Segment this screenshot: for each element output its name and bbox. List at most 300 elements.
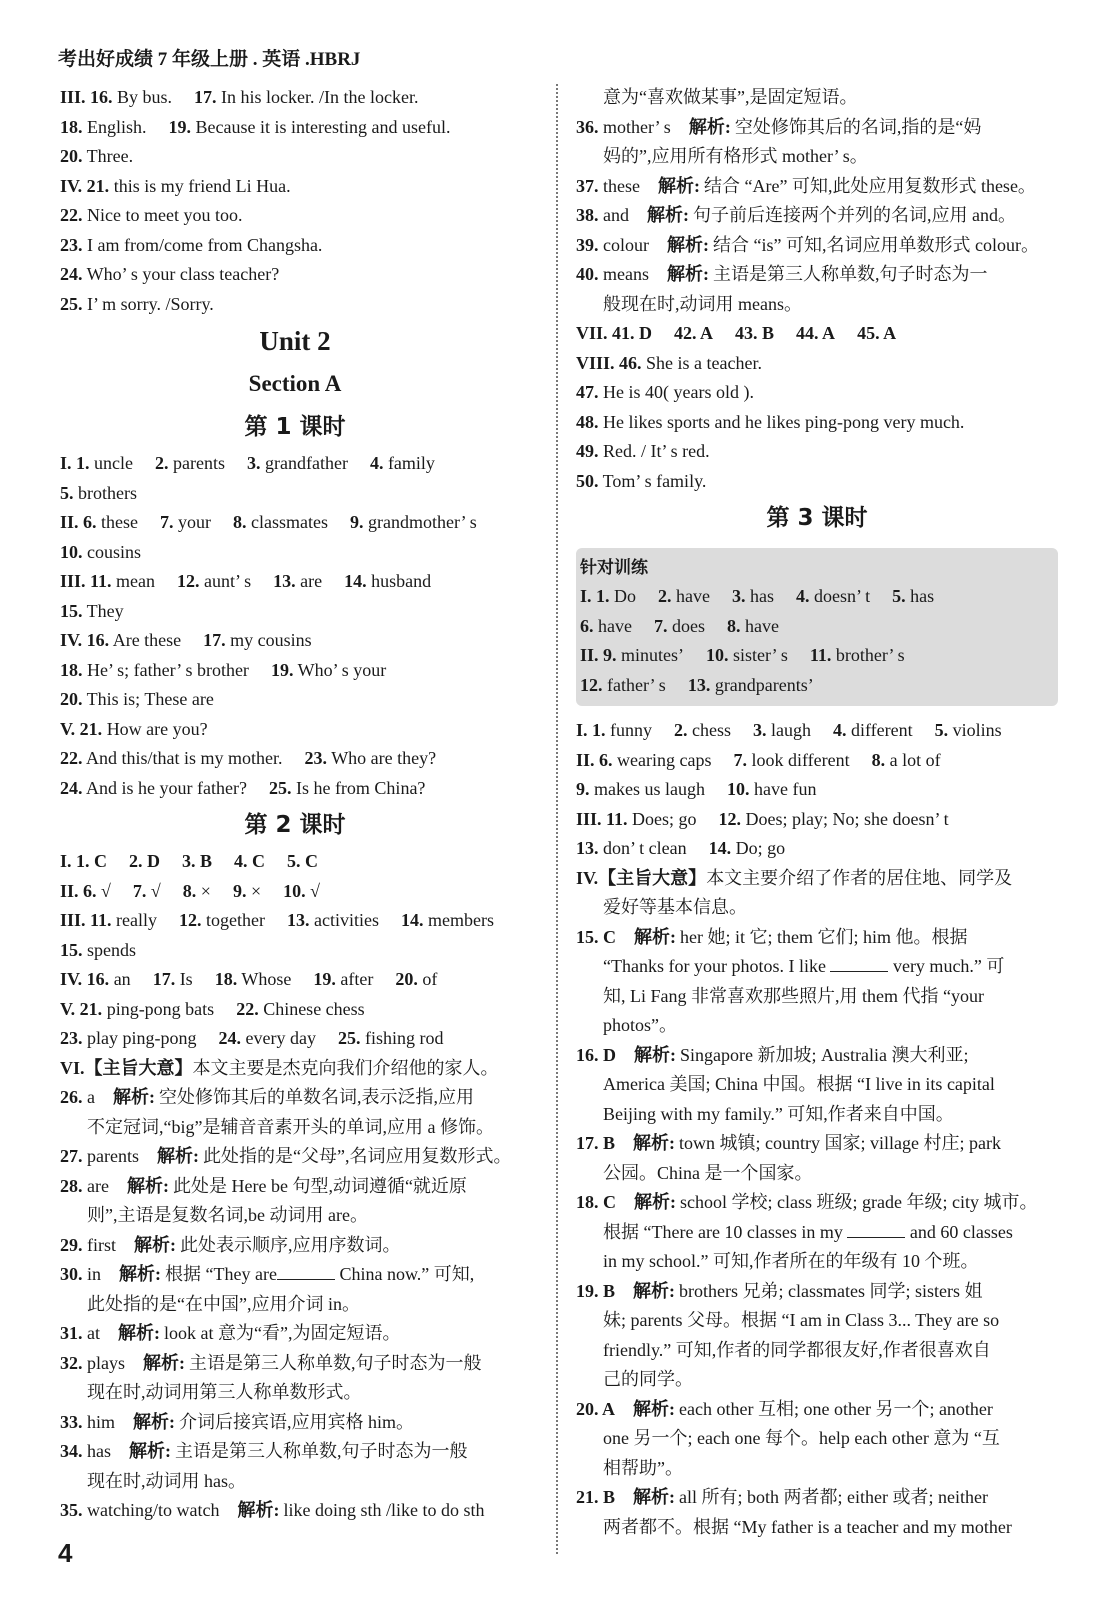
- item-answer: have: [671, 586, 710, 606]
- item-answer: grandparents’: [710, 674, 814, 695]
- item-number: 47.: [576, 382, 599, 402]
- item-number: 39.: [576, 234, 599, 255]
- item-number: 13.: [687, 674, 711, 695]
- answer-line: [60, 877, 530, 907]
- lesson3-title: 第 3 课时: [766, 505, 868, 531]
- analysis-continuation: 妈的”,应用所有格形式 mother’ s。: [603, 146, 868, 166]
- analysis-text: 根据 “There are 10 classes in my: [603, 1221, 848, 1242]
- analysis-text: 介词后接宾语,应用宾格 him。: [179, 1411, 415, 1432]
- analysis-label: 解析:: [119, 1264, 162, 1284]
- answer-line: [60, 744, 530, 774]
- item-number: II. 6.: [576, 749, 613, 770]
- answer-line: [580, 641, 1050, 671]
- column-divider: [556, 84, 558, 1554]
- item-answer: Do: [609, 586, 637, 606]
- answer-line: [60, 715, 530, 745]
- item-answer: English.: [82, 116, 147, 137]
- item-answer: a: [82, 1087, 95, 1107]
- answer-blank: [847, 1221, 905, 1238]
- lesson3-answers: [576, 716, 1058, 864]
- item-answer: ×: [246, 880, 262, 901]
- item-number: 18.: [576, 1192, 599, 1212]
- answer-line: [576, 437, 1058, 467]
- answer-line: [60, 656, 530, 686]
- item-number: 22.: [60, 205, 83, 225]
- item-number: 35.: [60, 1500, 83, 1520]
- item-answer: members: [423, 910, 494, 930]
- item-number: 17.: [194, 87, 217, 107]
- answer-line: [576, 408, 1058, 438]
- analysis-text: 结合 “is” 可知,名词应用单数形式 colour。: [712, 234, 1039, 255]
- analysis-text: one 另一个; each one 每个。help each other 意为 “互: [603, 1428, 1000, 1448]
- analysis-text: brothers 兄弟; classmates 同学; sisters 姐: [679, 1280, 983, 1301]
- analysis-text: “Thanks for your photos. I like: [603, 956, 831, 976]
- lesson1-title: 第 1 课时: [244, 414, 346, 440]
- analysis-text: in my school.” 可知,作者所在的年级有 10 个班。: [603, 1251, 979, 1271]
- item-answer: and: [598, 205, 629, 225]
- answer-line: [60, 172, 530, 202]
- item-number: 10.: [706, 645, 729, 665]
- vi-text: 本文主要是杰克向我们介绍他的家人。: [192, 1057, 499, 1078]
- right-column: [576, 83, 1058, 1542]
- item-number: 9.: [576, 779, 590, 799]
- item-answer: makes us laugh: [589, 779, 705, 799]
- answer-line: [60, 449, 530, 479]
- item-number: 7.: [653, 615, 668, 636]
- analysis-continuation: [576, 1424, 1058, 1454]
- item-answer: B: [598, 1280, 616, 1301]
- analysis-text: look at 意为“看”,为固定短语。: [164, 1323, 401, 1343]
- analysis-item: [576, 201, 1058, 231]
- item-answer: √: [96, 880, 111, 901]
- answer-line: [576, 467, 1058, 497]
- item-number: 2.: [674, 720, 688, 740]
- item-number: 15.: [60, 600, 83, 621]
- analysis-item: [576, 1188, 1058, 1218]
- answer-line: [60, 231, 530, 261]
- item-answer: mother’ s: [598, 116, 671, 137]
- item-answer: C: [598, 1192, 616, 1212]
- analysis-continuation: 现在时,动词用第三人称单数形式。: [87, 1382, 362, 1402]
- item-number: III. 11.: [60, 571, 112, 591]
- analysis-text: 两者都不。根据 “My father is a teacher and my mother: [603, 1516, 1012, 1537]
- item-answer: funny: [605, 720, 653, 740]
- item-number: I. 1. C: [60, 851, 108, 871]
- answer-line: [60, 479, 530, 509]
- analysis-item: [60, 1142, 530, 1172]
- item-number: 2.: [658, 586, 672, 606]
- item-answer: laugh: [766, 720, 812, 740]
- item-number: V. 21.: [60, 718, 103, 739]
- item-number: 20.: [395, 969, 418, 989]
- lesson2-answers: [60, 847, 530, 1054]
- analysis-text: 此处是 Here be 句型,动词遵循“就近原: [172, 1175, 467, 1196]
- answer-blank: [830, 955, 888, 972]
- analysis-text: 主语是第三人称单数,句子时态为一般: [189, 1352, 482, 1373]
- answer-line: [60, 626, 530, 656]
- analysis-text: 空处修饰其后的名词,指的是“妈: [734, 116, 982, 137]
- analysis-text: all 所有; both 两者都; either 或者; neither: [679, 1487, 988, 1507]
- analysis-text: each other 互相; one other 另一个; another: [679, 1398, 993, 1419]
- item-number: 8.: [233, 512, 247, 532]
- analysis-text: 知, Li Fang 非常喜欢那些照片,用 them 代指 “your: [603, 985, 984, 1006]
- item-number: 7.: [132, 880, 147, 901]
- item-answer: look different: [746, 749, 850, 770]
- item-number: 23.: [60, 1028, 83, 1048]
- analysis-item: [576, 1277, 1058, 1307]
- analysis-item: [576, 1041, 1058, 1071]
- item-answer: have: [593, 615, 632, 636]
- answer-line: [60, 113, 530, 143]
- item-number: 10.: [283, 880, 306, 901]
- item-answer: ×: [196, 880, 211, 901]
- analysis-text: her 她; it 它; them 它们; him 他。根据: [680, 926, 968, 947]
- analysis-item: [576, 1395, 1058, 1425]
- item-answer: has: [745, 586, 774, 606]
- iv-intro-cont: 爱好等基本信息。: [603, 897, 747, 917]
- item-number: 26.: [60, 1087, 83, 1107]
- answer-line: [60, 508, 530, 538]
- item-answer: √: [305, 880, 320, 901]
- analysis-continuation: [576, 952, 1058, 982]
- item-number: 38.: [576, 205, 599, 225]
- answer-line: [60, 774, 530, 804]
- item-number: 12.: [580, 674, 603, 695]
- item-answer: He’ s; father’ s brother: [82, 659, 249, 680]
- item-number: IV. 16.: [60, 969, 110, 989]
- item-number: IV. 16.: [60, 630, 110, 650]
- item-number: 12.: [718, 808, 742, 829]
- item-answer: mean: [111, 571, 156, 591]
- analysis-label: 解析:: [633, 1280, 676, 1301]
- item-number: 33.: [60, 1411, 83, 1432]
- item-number: 6.: [580, 615, 594, 636]
- analysis-continuation: [576, 1336, 1058, 1366]
- item-number: 34.: [60, 1441, 83, 1461]
- answer-line: [576, 834, 1058, 864]
- analysis-label: 解析:: [633, 1398, 676, 1419]
- analysis-text: 公园。China 是一个国家。: [603, 1162, 813, 1183]
- item-answer: By bus.: [112, 87, 173, 107]
- analysis-label: 解析:: [633, 1487, 676, 1507]
- item-number: 14.: [400, 910, 424, 930]
- item-answer: every day: [241, 1028, 316, 1048]
- analysis-item: [60, 1496, 530, 1526]
- item-number: 19.: [168, 116, 192, 137]
- analysis-text: 句子前后连接两个并列的名词,应用 and。: [693, 205, 1016, 225]
- item-answer: of: [417, 969, 438, 989]
- item-number: 29.: [60, 1234, 83, 1255]
- practice-box-answers: [580, 582, 1050, 700]
- item-answer: B: [598, 1133, 616, 1153]
- analysis-label: 解析:: [113, 1087, 155, 1107]
- item-answer: Nice to meet you too.: [82, 205, 243, 225]
- answer-line: [60, 290, 530, 320]
- analysis-text: Singapore 新加坡; Australia 澳大利亚;: [680, 1044, 969, 1065]
- reading-analysis-list: [576, 923, 1058, 1543]
- item-number: 9.: [232, 880, 247, 901]
- practice-box-title: 针对训练: [580, 558, 648, 578]
- item-number: 37.: [576, 175, 599, 196]
- item-answer: has: [905, 586, 935, 606]
- answer-line: [576, 805, 1058, 835]
- analysis-label: 解析:: [237, 1500, 280, 1520]
- vii-answer: 43. B: [735, 323, 775, 343]
- item-answer: an: [109, 969, 131, 989]
- analysis-item: [576, 1129, 1058, 1159]
- item-number: 14.: [344, 571, 367, 591]
- answer-line: [60, 260, 530, 290]
- item-number: 24.: [60, 264, 83, 284]
- item-answer: play ping-pong: [82, 1028, 197, 1048]
- analysis-list: [576, 113, 1058, 320]
- analysis-continuation: 般现在时,动词用 means。: [603, 293, 802, 314]
- analysis-continuation: [576, 1365, 1058, 1395]
- item-number: 12.: [177, 571, 200, 591]
- item-answer: cousins: [82, 541, 141, 562]
- analysis-text: and 60 classes: [905, 1221, 1013, 1242]
- page-header: 考出好成绩 7 年级上册 . 英语 .HBRJ: [58, 49, 361, 70]
- item-answer: chess: [687, 720, 732, 740]
- item-answer: are: [82, 1175, 109, 1196]
- iv-label: IV.【主旨大意】: [576, 867, 707, 888]
- section-title: Section A: [248, 371, 342, 396]
- item-number: 16.: [576, 1044, 599, 1065]
- item-answer: watching/to watch: [82, 1500, 220, 1520]
- item-number: III. 16.: [60, 87, 113, 107]
- analysis-label: 解析:: [129, 1441, 171, 1461]
- item-number: 8.: [182, 880, 197, 901]
- analysis-item: [576, 113, 1058, 143]
- unit1-answers: [60, 83, 530, 319]
- analysis-item: [60, 1437, 530, 1467]
- vi-intro: [60, 1054, 530, 1084]
- item-number: 8.: [726, 615, 741, 636]
- item-answer: first: [82, 1234, 116, 1255]
- item-answer: at: [82, 1323, 100, 1343]
- item-number: 48.: [576, 411, 599, 432]
- analysis-text: town 城镇; country 国家; village 村庄; park: [679, 1133, 1001, 1153]
- item-answer: after: [335, 969, 374, 989]
- analysis-item: [60, 1231, 530, 1261]
- lesson2-title: 第 2 课时: [244, 812, 346, 838]
- item-number: 2. D: [129, 851, 161, 871]
- answer-line: [60, 965, 530, 995]
- item-number: III. 11.: [60, 910, 112, 930]
- item-answer: fishing rod: [360, 1028, 444, 1048]
- item-answer: Does; play; No; she doesn’ t: [741, 808, 949, 829]
- item-answer: She is a teacher.: [641, 352, 762, 373]
- analysis-label: 解析:: [134, 1234, 176, 1255]
- item-answer: brothers: [73, 482, 137, 503]
- analysis-label: 解析:: [156, 1146, 199, 1166]
- item-number: II. 6.: [60, 512, 97, 532]
- answer-line: [580, 582, 1050, 612]
- item-answer: him: [82, 1411, 116, 1432]
- answer-line: [60, 597, 530, 627]
- analysis-continuation: [576, 1513, 1058, 1543]
- analysis-text: friendly.” 可知,作者的同学都很友好,作者很喜欢自: [603, 1339, 991, 1360]
- item-answer: Is: [175, 969, 193, 989]
- analysis-text: photos”。: [603, 1015, 677, 1035]
- analysis-text: China now.” 可知,: [334, 1264, 475, 1284]
- analysis-item: [60, 1083, 530, 1113]
- item-answer: A: [598, 1398, 616, 1419]
- item-number: 18.: [60, 659, 83, 680]
- item-number: 50.: [576, 470, 599, 491]
- analysis-item: [60, 1172, 530, 1202]
- analysis-continuation: 不定冠词,“big”是辅音音素开头的单词,应用 a 修饰。: [87, 1116, 494, 1137]
- item-number: 3.: [246, 453, 261, 473]
- item-answer: together: [201, 910, 265, 930]
- analysis-text: very much.” 可: [888, 956, 1005, 976]
- item-number: 18.: [60, 116, 83, 137]
- item-answer: Chinese chess: [258, 998, 365, 1019]
- item-answer: activities: [309, 910, 379, 930]
- analysis-item: [576, 260, 1058, 290]
- item-number: 19.: [270, 659, 294, 680]
- item-number: 23.: [304, 748, 328, 768]
- item-number: 27.: [60, 1146, 83, 1166]
- item-answer: husband: [366, 571, 432, 591]
- answer-line: [60, 847, 530, 877]
- analysis-continuation: [576, 1454, 1058, 1484]
- item-answer: really: [111, 910, 158, 930]
- item-number: 14.: [708, 838, 732, 858]
- analysis-text: like doing sth /like to do sth: [283, 1500, 485, 1520]
- analysis-continuation: [576, 1159, 1058, 1189]
- item-answer: spends: [82, 939, 136, 960]
- analysis-text: 妹; parents 父母。根据 “I am in Class 3... They are so: [603, 1310, 1000, 1330]
- vii-answer: 45. A: [857, 323, 897, 343]
- item-number: 4.: [369, 453, 384, 473]
- item-answer: different: [846, 720, 913, 740]
- analysis-label: 解析:: [133, 1411, 176, 1432]
- item-answer: have fun: [749, 779, 817, 799]
- item-answer: He is 40( years old ).: [598, 382, 754, 402]
- item-answer: Red. / It’ s red.: [598, 441, 710, 461]
- item-answer: I’ m sorry. /Sorry.: [82, 293, 214, 314]
- analysis-label: 解析:: [688, 116, 731, 137]
- item-answer: grandmother’ s: [363, 512, 477, 532]
- item-answer: these: [96, 512, 138, 532]
- item-number: 25.: [337, 1028, 361, 1048]
- item-number: 13.: [576, 838, 599, 858]
- analysis-text: 相帮助”。: [603, 1457, 683, 1478]
- vi-label: VI.【主旨大意】: [60, 1057, 193, 1078]
- item-answer: Three.: [82, 146, 134, 166]
- analysis-item: [60, 1260, 530, 1290]
- item-answer: How are you?: [102, 718, 208, 739]
- item-answer: does: [667, 615, 705, 636]
- analysis-text: 主语是第三人称单数,句子时态为一般: [175, 1441, 468, 1461]
- item-number: 13.: [273, 571, 296, 591]
- item-answer: brother’ s: [831, 645, 905, 665]
- item-number: V. 21.: [60, 998, 103, 1019]
- item-answer: Who’ s your: [293, 659, 387, 680]
- item-answer: father’ s: [602, 674, 666, 695]
- item-answer: Does; go: [627, 808, 697, 829]
- analysis-label: 解析:: [657, 175, 700, 196]
- item-answer: parents: [82, 1146, 139, 1166]
- item-number: 22.: [236, 998, 259, 1019]
- item-number: I. 1.: [60, 453, 90, 473]
- item-number: 20.: [60, 689, 83, 709]
- vii-answer: VII. 41. D: [576, 323, 653, 343]
- item-number: 3. B: [182, 851, 213, 871]
- answer-line: [60, 538, 530, 568]
- item-number: VIII. 46.: [576, 352, 642, 373]
- item-answer: And this/that is my mother.: [82, 748, 283, 768]
- item-answer: sister’ s: [728, 645, 788, 665]
- analysis-text: 根据 “They are: [165, 1264, 277, 1284]
- item-answer: doesn’ t: [809, 586, 871, 606]
- item-number: 9.: [349, 512, 364, 532]
- item-answer: means: [598, 264, 649, 284]
- item-number: 25.: [60, 293, 83, 314]
- item-answer: Who’ s your class teacher?: [82, 264, 280, 284]
- analysis-continuation: 此处指的是“在中国”,应用介词 in。: [87, 1293, 360, 1314]
- answer-line: [60, 201, 530, 231]
- item-number: 23.: [60, 234, 83, 255]
- item-answer: are: [295, 571, 323, 591]
- item-answer: in: [82, 1264, 102, 1284]
- item-answer: Because it is interesting and useful.: [191, 116, 451, 137]
- answer-line: [60, 936, 530, 966]
- item-answer: a lot of: [885, 749, 941, 770]
- analysis-continuation: [576, 1011, 1058, 1041]
- item-answer: your: [173, 512, 211, 532]
- iv-text: 本文主要介绍了作者的居住地、同学及: [706, 867, 1013, 888]
- analysis-continuation: [576, 1306, 1058, 1336]
- item-number: 11.: [809, 645, 832, 665]
- answer-line: [60, 567, 530, 597]
- item-number: I. 1.: [576, 720, 606, 740]
- item-number: 24.: [60, 777, 83, 798]
- item-answer: Tom’ s family.: [598, 470, 707, 491]
- item-answer: have: [740, 615, 779, 636]
- item-number: 10.: [726, 779, 750, 799]
- analysis-item: [576, 923, 1058, 953]
- left-column: [60, 83, 530, 1526]
- answer-line: [60, 995, 530, 1025]
- item-number: 2.: [155, 453, 169, 473]
- practice-box: [576, 548, 1058, 706]
- item-number: IV. 21.: [60, 175, 110, 196]
- item-number: 10.: [60, 541, 83, 562]
- item-answer: This is; These are: [82, 689, 214, 709]
- analysis-item: [60, 1408, 530, 1438]
- item-number: II. 9.: [580, 645, 617, 665]
- analysis-label: 解析:: [666, 234, 709, 255]
- analysis-label: 解析:: [647, 205, 689, 225]
- item-number: 7.: [733, 749, 747, 770]
- unit-title: Unit 2: [259, 326, 331, 356]
- item-answer: I am from/come from Changsha.: [82, 234, 323, 255]
- item-number: 13.: [287, 910, 310, 930]
- item-answer: these: [598, 175, 640, 196]
- iv-intro: [576, 864, 1058, 894]
- item-number: 4.: [796, 586, 810, 606]
- item-answer: Who are they?: [327, 748, 437, 768]
- answer-line: [580, 671, 1050, 701]
- item-number: 28.: [60, 1175, 83, 1196]
- item-number: 24.: [218, 1028, 241, 1048]
- item-answer: C: [598, 926, 616, 947]
- item-answer: grandfather: [260, 453, 348, 473]
- analysis-text: America 美国; China 中国。根据 “I live in its capital: [603, 1074, 995, 1094]
- answer-line: [60, 685, 530, 715]
